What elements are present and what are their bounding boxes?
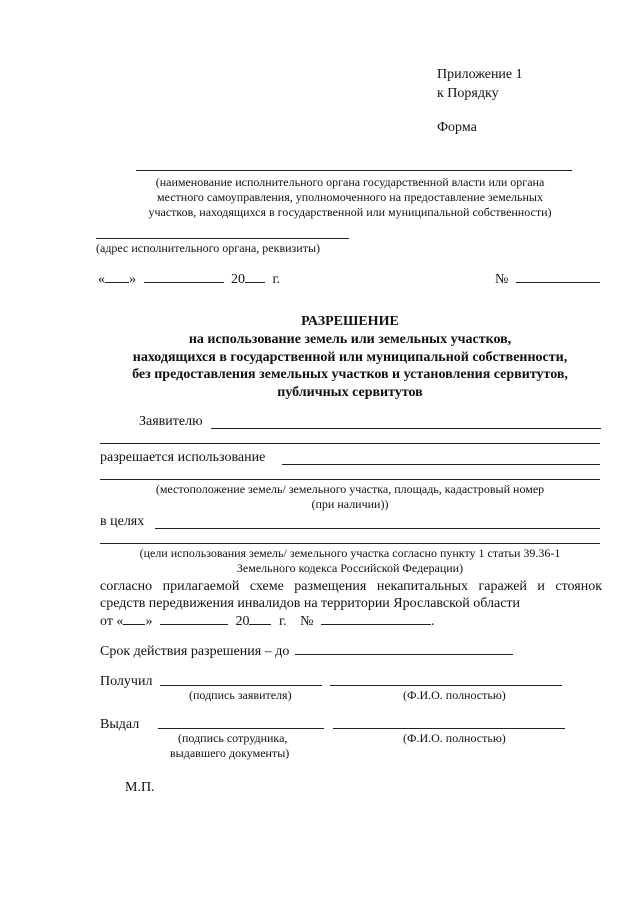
permitted-label: разрешается использование [100, 450, 266, 465]
authority-name-line[interactable] [136, 170, 572, 171]
permitted-field[interactable] [282, 464, 600, 465]
date-day-field[interactable] [105, 270, 129, 283]
date-year-suffix: г. [272, 272, 281, 287]
stamp-label: М.П. [125, 780, 155, 795]
issued-label: Выдал [100, 717, 140, 732]
purpose-caption-line-2: Земельного кодекса Российской Федерации) [236, 561, 464, 575]
appendix-line-2: к Порядку [437, 86, 499, 101]
validity-label: Срок действия разрешения – до [100, 644, 290, 659]
location-field[interactable] [100, 479, 600, 480]
scheme-dot: . [430, 614, 435, 629]
location-caption-line-2: (при наличии)) [311, 497, 389, 511]
purpose-field[interactable] [155, 528, 600, 529]
authority-caption-line-1: (наименование исполнительного органа государственной власти или органа [155, 175, 545, 189]
issued-signature-caption-line-2: выдавшего документы) [170, 746, 290, 760]
scheme-date-row [100, 612, 434, 631]
applicant-field[interactable] [211, 428, 601, 429]
validity-row [100, 642, 513, 661]
purpose-field-continued[interactable] [100, 543, 600, 544]
issued-signature-field[interactable] [158, 728, 324, 729]
location-caption-line-1: (местоположение земель/ земельного участка, площадь, кадастровый номер [155, 482, 545, 496]
date-close-quote: » [129, 272, 136, 287]
purpose-caption-line-1: (цели использования земель/ земельного участка согласно пункту 1 статьи 39.36-1 [139, 546, 561, 560]
received-signature-caption: (подпись заявителя) [189, 688, 292, 702]
date-row [98, 270, 280, 289]
received-name-caption: (Ф.И.О. полностью) [403, 688, 506, 702]
title-line-4: публичных сервитутов [277, 385, 423, 400]
applicant-label: Заявителю [139, 414, 203, 429]
scheme-year-field[interactable] [249, 612, 271, 625]
scheme-year-suffix: г. [278, 614, 287, 629]
scheme-month-field[interactable] [160, 612, 228, 625]
date-year-prefix: 20 [231, 272, 245, 287]
date-year-field[interactable] [245, 270, 265, 283]
validity-date-field[interactable] [295, 642, 513, 655]
scheme-from-label: от « [100, 614, 124, 629]
received-signature-field[interactable] [160, 685, 322, 686]
issued-signature-caption-line-1: (подпись сотрудника, [178, 731, 288, 745]
form-label: Форма [437, 120, 477, 135]
address-caption: (адрес исполнительного органа, реквизиты) [96, 241, 321, 255]
scheme-line-2: средств передвижения инвалидов на территории Ярославской области [100, 596, 521, 611]
doc-number-sign: № [495, 272, 509, 287]
received-label: Получил [100, 674, 153, 689]
scheme-year-prefix: 20 [235, 614, 250, 629]
date-open-quote: « [98, 272, 105, 287]
scheme-line-1: согласно прилагаемой схеме размещения некапитальных гаражей и стоянок [100, 579, 602, 594]
title-line-1: на использование земель или земельных участков, [188, 332, 512, 347]
authority-caption-line-2: местного самоуправления, уполномоченного на предоставление земельных [157, 190, 543, 204]
scheme-number-field[interactable] [321, 612, 431, 625]
title-line-3: без предоставления земельных участков и установления сервитутов, [132, 367, 568, 382]
issued-name-caption: (Ф.И.О. полностью) [403, 731, 506, 745]
address-line[interactable] [96, 238, 349, 239]
scheme-day-field[interactable] [123, 612, 145, 625]
applicant-field-continued[interactable] [100, 443, 600, 444]
scheme-number-sign: № [300, 614, 314, 629]
authority-caption-line-3: участков, находящихся в государственной или муниципальной собственности) [148, 205, 552, 219]
date-month-field[interactable] [144, 270, 224, 283]
scheme-close-quote: » [145, 614, 153, 629]
received-name-field[interactable] [330, 685, 562, 686]
purpose-label: в целях [100, 514, 145, 529]
document-title: РАЗРЕШЕНИЕ [301, 314, 399, 329]
title-line-2: находящихся в государственной или муниципальной собственности, [132, 350, 568, 365]
doc-number-field[interactable] [516, 270, 600, 283]
issued-name-field[interactable] [333, 728, 565, 729]
appendix-line-1: Приложение 1 [437, 67, 523, 82]
doc-number-row [495, 270, 600, 289]
